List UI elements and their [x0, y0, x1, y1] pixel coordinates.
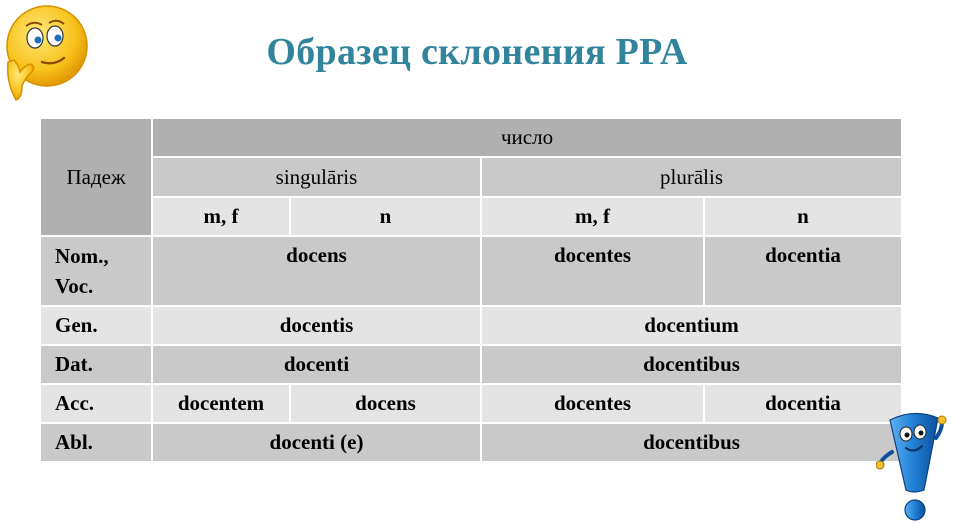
gender-sg-n: n: [290, 197, 481, 236]
singular-header: singulāris: [152, 157, 481, 197]
table-row: [40, 236, 902, 306]
case-label: Abl.: [40, 423, 152, 462]
cell-nom-pl-mf: docentes: [481, 236, 704, 306]
table-row: [40, 384, 902, 423]
declension-table: [39, 117, 903, 463]
case-label: Acc.: [40, 384, 152, 423]
cell-nom-pl-n: docentia: [704, 236, 902, 306]
cell-nom-sg: docens: [152, 236, 481, 306]
case-label: Nom., Voc.: [40, 236, 152, 306]
cell-gen-pl: docentium: [481, 306, 902, 345]
case-label: Gen.: [40, 306, 152, 345]
table-row: [40, 306, 902, 345]
cell-gen-sg: docentis: [152, 306, 481, 345]
table-row: [40, 345, 902, 384]
case-header: Падеж: [40, 118, 152, 236]
page-title: Образец склонения PPA: [266, 31, 688, 73]
cell-acc-pl-n: docentia: [704, 384, 902, 423]
gender-pl-n: n: [704, 197, 902, 236]
gender-sg-mf: m, f: [152, 197, 290, 236]
cell-abl-sg: docenti (e): [152, 423, 481, 462]
cell-acc-pl-mf: docentes: [481, 384, 704, 423]
plural-header: plurālis: [481, 157, 902, 197]
gender-pl-mf: m, f: [481, 197, 704, 236]
number-header: число: [152, 118, 902, 157]
case-label: Dat.: [40, 345, 152, 384]
cell-abl-pl: docentibus: [481, 423, 902, 462]
exclamation-mascot-icon: [876, 408, 954, 524]
table-row: [40, 423, 902, 462]
cell-acc-sg-mf: docentem: [152, 384, 290, 423]
cell-acc-sg-n: docens: [290, 384, 481, 423]
cell-dat-pl: docentibus: [481, 345, 902, 384]
cell-dat-sg: docenti: [152, 345, 481, 384]
